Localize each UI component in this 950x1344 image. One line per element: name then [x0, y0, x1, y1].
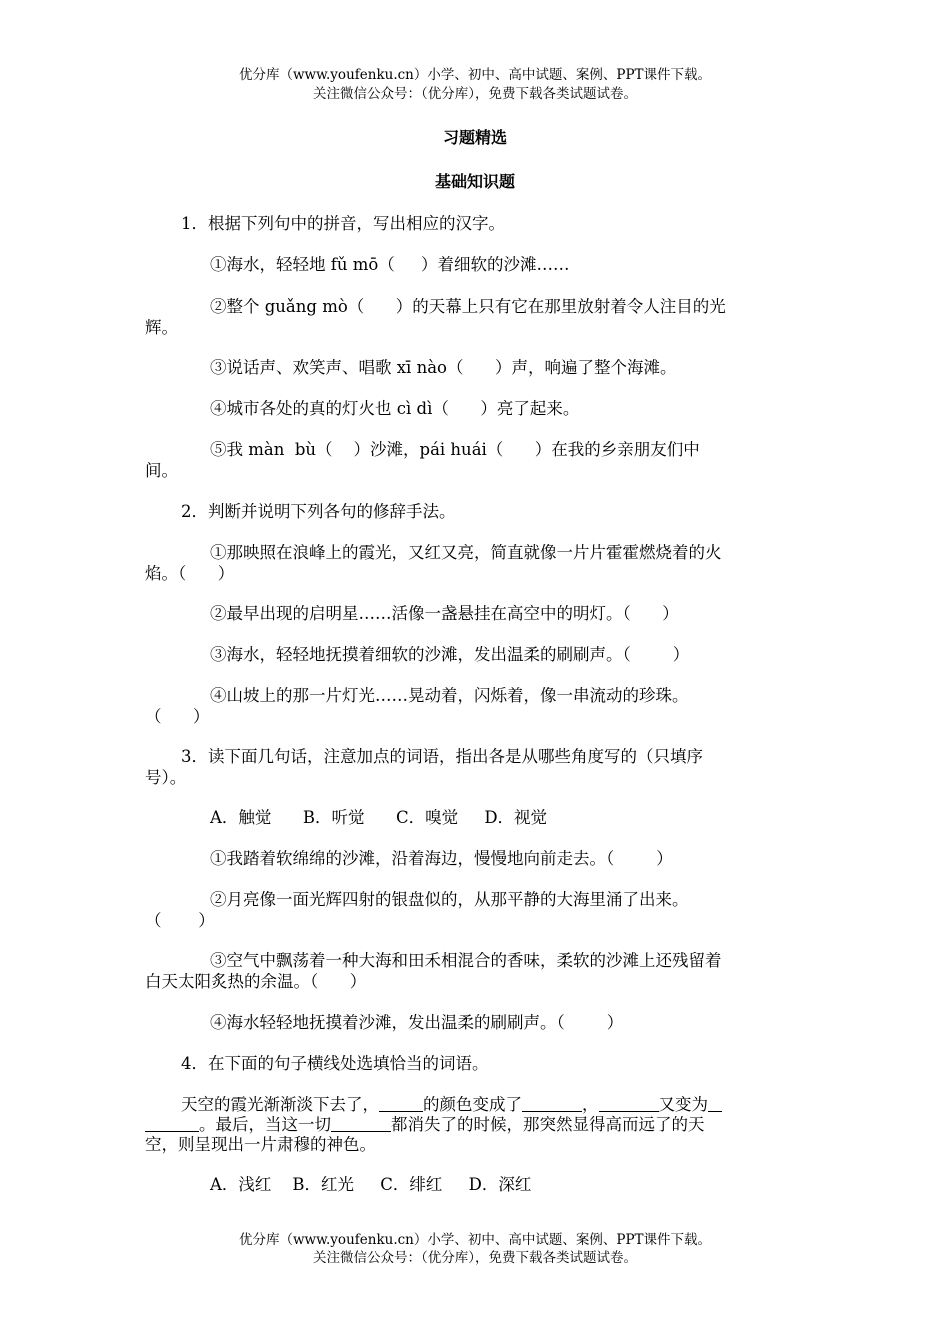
- page-title: 习题精选: [442, 128, 507, 147]
- q4-passage-part-3: ，: [582, 1095, 599, 1114]
- q3-stem-cont: 号）。: [145, 768, 187, 787]
- q2-item-2: ②最早出现的启明星……活像一盏悬挂在高空中的明灯。（ ）: [210, 604, 679, 623]
- footer-line-2: 关注微信公众号：（优分库），免费下载各类试题试卷。: [313, 1250, 637, 1266]
- q1-item-2-cont: 辉。: [145, 318, 178, 337]
- q4-stem: 4．在下面的句子横线处选填恰当的词语。: [181, 1054, 489, 1073]
- q4-passage-part-6: 都消失了的时候，那突然显得高而远了的天: [391, 1115, 705, 1134]
- q1-item-2: ②整个 guǎng mò（ ）的天幕上只有它在那里放射着令人注目的光: [210, 297, 726, 316]
- q2-item-4: ④山坡上的那一片灯光……晃动着，闪烁着，像一串流动的珍珠。: [210, 686, 689, 705]
- q4-blank-1[interactable]: [379, 1095, 423, 1112]
- q3-stem: 3．读下面几句话，注意加点的词语，指出各是从哪些角度写的（只填序: [181, 747, 703, 766]
- q4-passage-line-3: 空，则呈现出一片肃穆的神色。: [145, 1135, 376, 1154]
- q2-stem: 2．判断并说明下列各句的修辞手法。: [181, 502, 456, 521]
- q2-item-3: ③海水，轻轻地抚摸着细软的沙滩，发出温柔的刷刷声。（ ）: [210, 645, 690, 664]
- q4-options: A．浅红 B．红光 C．绯红 D．深红: [210, 1175, 532, 1194]
- q2-item-4-cont: （ ）: [145, 707, 210, 726]
- q4-blank-5[interactable]: [331, 1115, 391, 1132]
- q1-stem: 1．根据下列句中的拼音，写出相应的汉字。: [181, 214, 505, 233]
- q3-item-2-cont: （ ）: [145, 911, 215, 930]
- q3-options: A．触觉 B．听觉 C．嗅觉 D．视觉: [210, 808, 548, 827]
- q3-item-1: ①我踏着软绵绵的沙滩，沿着海边，慢慢地向前走去。（ ）: [210, 849, 673, 868]
- q3-item-3: ③空气中飘荡着一种大海和田禾相混合的香味，柔软的沙滩上还残留着: [210, 951, 722, 970]
- q3-item-4: ④海水轻轻地抚摸着沙滩，发出温柔的刷刷声。（ ）: [210, 1013, 624, 1032]
- q4-passage-line-2: [145, 1115, 705, 1135]
- q1-item-5-cont: 间。: [145, 461, 178, 480]
- q4-passage-line-1: [181, 1095, 722, 1115]
- q4-blank-4-cont[interactable]: [145, 1115, 199, 1132]
- q4-blank-3[interactable]: [599, 1095, 659, 1112]
- q1-item-5: ⑤我 màn bù（ ）沙滩，pái huái（ ）在我的乡亲朋友们中: [210, 440, 700, 459]
- section-title: 基础知识题: [434, 172, 515, 191]
- q3-item-2: ②月亮像一面光辉四射的银盘似的，从那平静的大海里涌了出来。: [210, 890, 689, 909]
- q3-item-3-cont: 白天太阳炙热的余温。（ ）: [145, 972, 367, 991]
- q2-item-1-cont: 焰。（ ）: [145, 564, 235, 583]
- q2-item-1: ①那映照在浪峰上的霞光，又红又亮，简直就像一片片霍霍燃烧着的火: [210, 543, 722, 562]
- header-line-1: 优分库（www.youfenku.cn）小学、初中、高中试题、案例、PPT课件下载。: [238, 67, 712, 83]
- header-line-2: 关注微信公众号：（优分库），免费下载各类试题试卷。: [313, 86, 637, 102]
- footer-line-1: 优分库（www.youfenku.cn）小学、初中、高中试题、案例、PPT课件下载。: [238, 1232, 712, 1248]
- q4-passage-part-5: 。最后，当这一切: [199, 1115, 331, 1134]
- q4-blank-2[interactable]: [522, 1095, 582, 1112]
- q4-blank-4[interactable]: [708, 1095, 722, 1112]
- q1-item-1: ①海水，轻轻地 fǔ mō（ ）着细软的沙滩……: [210, 255, 570, 274]
- q4-passage-part-2: 的颜色变成了: [423, 1095, 522, 1114]
- q4-passage-part-1: 天空的霞光渐渐淡下去了，: [181, 1095, 379, 1114]
- q1-item-4: ④城市各处的真的灯火也 cì dì（ ）亮了起来。: [210, 399, 580, 418]
- q1-item-3: ③说话声、欢笑声、唱歌 xī nào（ ）声，响遍了整个海滩。: [210, 358, 677, 377]
- q4-passage-part-4: 又变为: [658, 1095, 708, 1114]
